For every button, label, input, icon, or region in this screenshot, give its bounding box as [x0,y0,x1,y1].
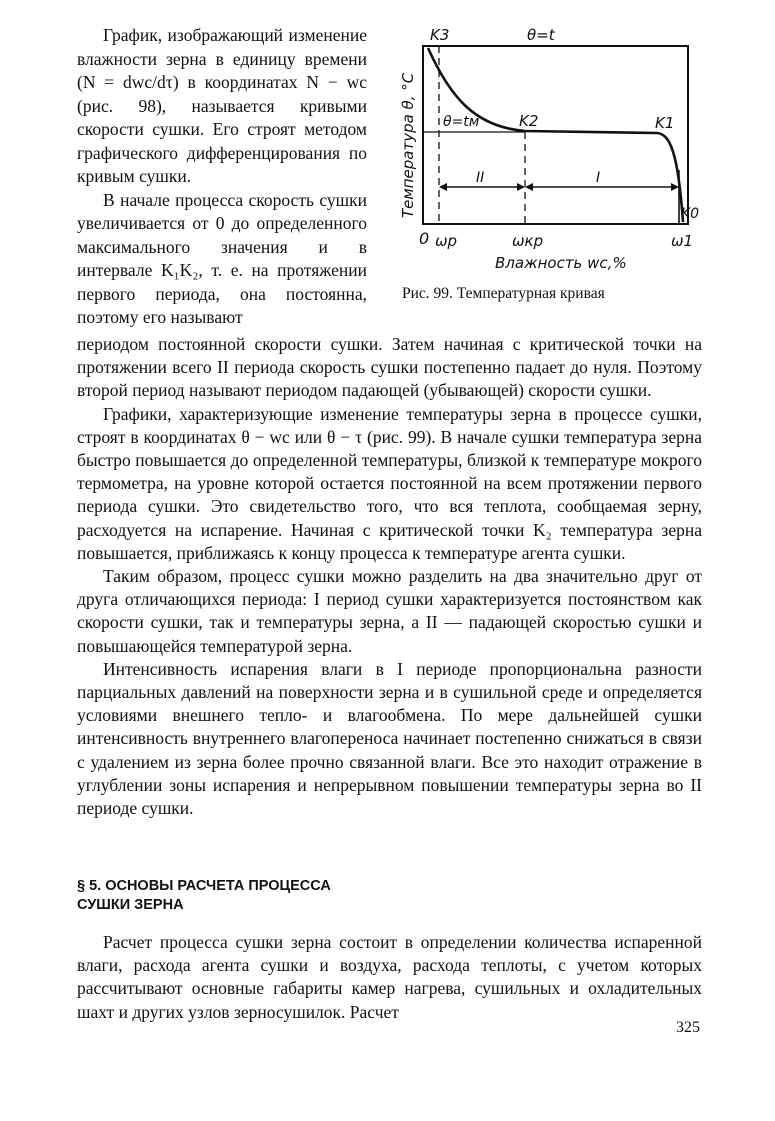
paragraph-evaporation-intensity: Интенсивность испарения влаги в I периоде пропорциональна разности парциальных давлений на поверхности зерна и в сушильной среде и определяется условиями внешнего тепло- и влагообмена. По мере дальнейшей сушки интенсивность внутреннего влагопереноса начинает постепенно снижаться в связи с удалением из зерна более прочно связанной влаги. Все это находит отражение в углублении зоны испарения и непрерывном повышении температуры зерна во II периоде сушки. [77,658,702,819]
top-left-column [77,24,367,330]
label-k2: K2 [519,112,539,130]
tick-wkp: ωкр [512,232,544,250]
x-axis-label: Влажность wс,% [495,254,627,272]
paragraph-drying-rate-curves: График, изображающий изменение влажности зерна в единицу времени (N = dwс/dτ) в координатах N − wс (рис. 98), называется кривыми скорости сушки. Его строят методом графического дифференцирования по кривым сушки. [77,25,367,186]
period-two-arrow-right-head [517,183,525,191]
label-k0: K0 [681,206,700,222]
paragraph-drying-calculation: Расчет процесса сушки зерна состоит в определении количества испаренной влаги, расхода агента сушки и воздуха, расхода теплоты, с учетом которых рассчитывают основные габариты камер нагрева, сушильных и охладительных шахт и других узлов зерносушилок. Расчет [77,932,702,1022]
y-axis-label: Температура θ, °C [399,72,417,218]
label-period-one: I [596,170,601,186]
figure-caption: Рис. 99. Температурная кривая [402,285,605,302]
period-one-arrow-right-head [671,183,679,191]
temperature-curve-line [428,48,683,222]
period-one-arrow-left-head [525,183,533,191]
label-k3: K3 [430,26,450,44]
section-heading [77,877,477,915]
closing-text-block [77,931,702,1024]
label-k1: K1 [655,114,675,132]
label-theta-wet-bulb: θ=tм [443,114,480,130]
paragraph-temperature-graphs: Графики, характеризующие изменение температуры зерна в процессе сушки, строят в координатах θ − wс или θ − τ (рис. 99). В начале сушки температура зерна быстро повышается до определенной температуры, близкой к температуре мокрого термометра, на уровне которой остается постоянной на всем протяжении первого периода сушки. Это свидетельство того, что вся теплота, сообщаемая зерну, расходуется на испарение. Начиная с критической точки K₂ температура зерна повышается, приближаясь к концу процесса к температуре агента сушки. [77,403,702,563]
section-heading-line-2: СУШКИ ЗЕРНА [77,897,184,913]
temperature-curve-diagram [395,22,710,292]
plot-frame [423,46,688,224]
paragraph-two-periods: Таким образом, процесс сушки можно разделить на два значительно друг от друга отличающихся периода: I период сушки характеризуется постоянством как скорости сушки, так и температуры зерна, а II — падающей скоростью сушки и повышающейся температурой зерна. [77,566,702,656]
label-theta-equals-t: θ=t [527,26,555,44]
section-heading-line-1: § 5. ОСНОВЫ РАСЧЕТА ПРОЦЕССА [77,878,331,894]
temperature-curve-figure [395,22,710,312]
tick-w1: ω1 [671,232,694,250]
period-two-arrow-left-head [439,183,447,191]
paragraph-process-start: В начале процесса скорость сушки увеличивается от 0 до определенного максимального значения и в интервале K₁K₂, т. е. на протяжении первого периода, она постоянна, поэтому его называют [77,189,367,327]
main-text-block [77,333,702,820]
page-number: 325 [676,1019,700,1036]
label-period-two: II [476,170,485,186]
paragraph-constant-rate-period: периодом постоянной скорости сушки. Затем начиная с критической точки на протяжении всего II периода скорость сушки постепенно падает до нуля. Поэтому второй период называют периодом падающей (убывающей) скорости сушки. [77,334,702,401]
tick-origin: 0 [419,229,430,248]
tick-wp: ωp [435,232,458,250]
